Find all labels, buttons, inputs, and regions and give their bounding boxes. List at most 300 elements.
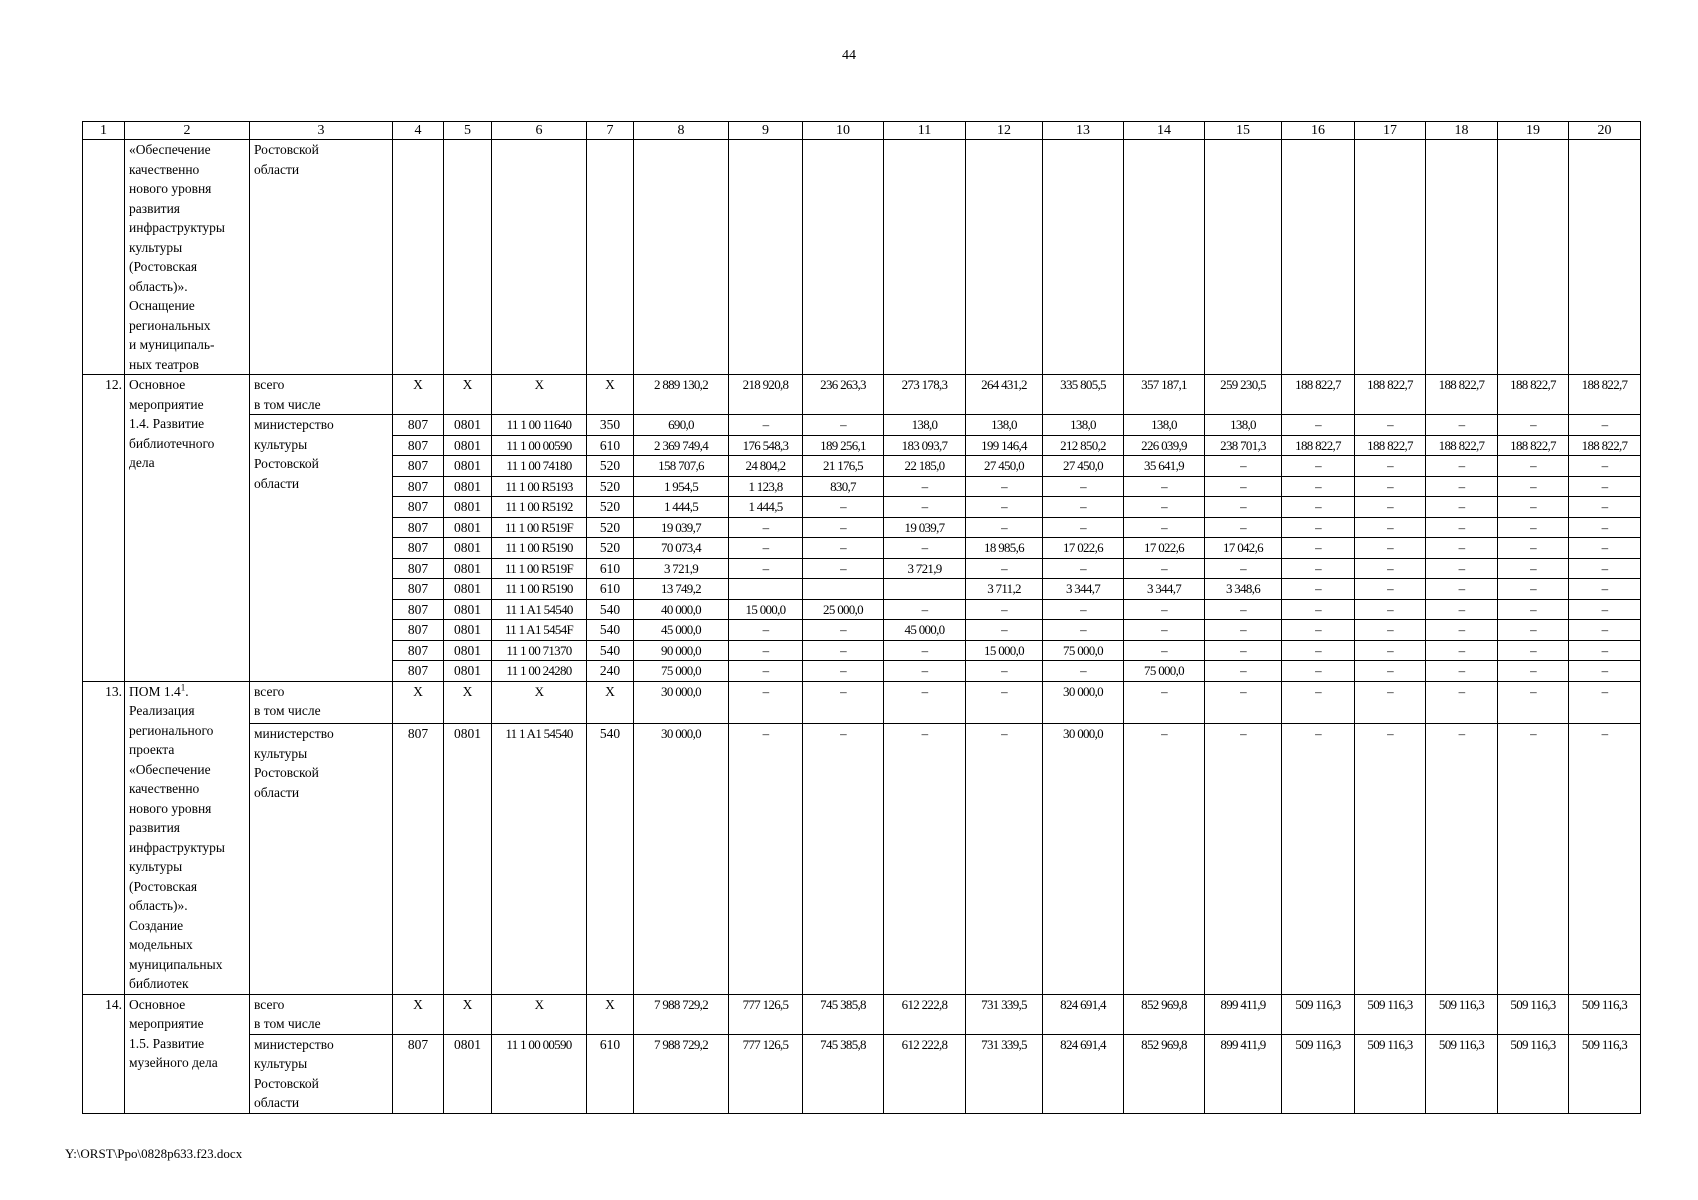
- amount-cell: –: [1205, 517, 1282, 538]
- amount-cell: –: [1124, 681, 1205, 724]
- amount-cell: [1569, 140, 1641, 375]
- code-cell: [444, 140, 492, 375]
- amount-cell: 24 804,2: [729, 456, 803, 477]
- amount-cell: 238 701,3: [1205, 435, 1282, 456]
- amount-cell: –: [803, 620, 884, 641]
- table-row: [83, 140, 1641, 375]
- amount-cell: 264 431,2: [966, 375, 1043, 415]
- amount-cell: –: [1426, 538, 1498, 559]
- code-cell: 0801: [444, 640, 492, 661]
- row-number: [83, 140, 125, 375]
- amount-cell: –: [1498, 558, 1569, 579]
- measure-title: Основное мероприятие 1.4. Развитие библиотечного дела: [129, 377, 215, 470]
- amount-cell: 188 822,7: [1498, 375, 1569, 415]
- amount-cell: –: [729, 681, 803, 724]
- code-cell: 807: [393, 476, 444, 497]
- code-cell: 11 1 00 R5192: [492, 497, 587, 518]
- amount-cell: –: [1124, 640, 1205, 661]
- code-cell: 0801: [444, 415, 492, 436]
- amount-cell: –: [1569, 456, 1641, 477]
- amount-cell: –: [1426, 476, 1498, 497]
- code-cell: 350: [587, 415, 634, 436]
- code-cell: 11 1 00 11640: [492, 415, 587, 436]
- amount-cell: 509 116,3: [1498, 1034, 1569, 1113]
- amount-cell: –: [1355, 517, 1426, 538]
- amount-cell: –: [1355, 456, 1426, 477]
- code-cell: 0801: [444, 517, 492, 538]
- code-cell: 11 1 A1 5454F: [492, 620, 587, 641]
- table-row: [83, 724, 1641, 994]
- column-header: 10: [803, 122, 884, 140]
- amount-cell: [966, 140, 1043, 375]
- amount-cell: 824 691,4: [1043, 1034, 1124, 1113]
- amount-cell: –: [1282, 599, 1355, 620]
- amount-cell: –: [1282, 640, 1355, 661]
- executor: министерство культуры Ростовской области: [250, 1034, 393, 1113]
- amount-cell: –: [966, 517, 1043, 538]
- amount-cell: –: [966, 476, 1043, 497]
- amount-cell: 509 116,3: [1355, 1034, 1426, 1113]
- executor: министерство культуры Ростовской области: [250, 415, 393, 682]
- amount-cell: –: [1043, 661, 1124, 682]
- amount-cell: –: [1355, 620, 1426, 641]
- table-row: [83, 681, 1641, 724]
- amount-cell: –: [1569, 681, 1641, 724]
- amount-cell: –: [1498, 456, 1569, 477]
- amount-cell: –: [1282, 724, 1355, 994]
- amount-cell: 3 348,6: [1205, 579, 1282, 600]
- amount-cell: 3 721,9: [884, 558, 966, 579]
- amount-cell: –: [1355, 599, 1426, 620]
- amount-cell: –: [1124, 497, 1205, 518]
- code-cell: [492, 140, 587, 375]
- column-header: 1: [83, 122, 125, 140]
- code-cell: X: [587, 994, 634, 1034]
- amount-cell: 899 411,9: [1205, 994, 1282, 1034]
- amount-cell: –: [1124, 620, 1205, 641]
- amount-cell: [729, 140, 803, 375]
- amount-cell: –: [1355, 640, 1426, 661]
- amount-cell: –: [1498, 620, 1569, 641]
- amount-cell: –: [1498, 497, 1569, 518]
- executor: всего в том числе: [250, 681, 393, 724]
- code-cell: [587, 140, 634, 375]
- amount-cell: –: [1569, 415, 1641, 436]
- code-cell: 520: [587, 517, 634, 538]
- amount-cell: –: [1355, 579, 1426, 600]
- code-cell: X: [492, 994, 587, 1034]
- amount-cell: 75 000,0: [1124, 661, 1205, 682]
- amount-cell: –: [803, 497, 884, 518]
- amount-cell: 27 450,0: [1043, 456, 1124, 477]
- amount-cell: –: [1205, 476, 1282, 497]
- amount-cell: –: [1282, 661, 1355, 682]
- amount-cell: –: [1355, 415, 1426, 436]
- amount-cell: 188 822,7: [1426, 375, 1498, 415]
- column-header: 6: [492, 122, 587, 140]
- amount-cell: 138,0: [1124, 415, 1205, 436]
- amount-cell: –: [884, 476, 966, 497]
- amount-cell: 138,0: [884, 415, 966, 436]
- amount-cell: –: [1426, 661, 1498, 682]
- amount-cell: –: [884, 681, 966, 724]
- column-header: 12: [966, 122, 1043, 140]
- amount-cell: –: [1426, 599, 1498, 620]
- amount-cell: 17 022,6: [1043, 538, 1124, 559]
- amount-cell: –: [1043, 620, 1124, 641]
- amount-cell: [1498, 140, 1569, 375]
- amount-cell: –: [1043, 476, 1124, 497]
- amount-cell: 30 000,0: [1043, 724, 1124, 994]
- amount-cell: –: [1282, 476, 1355, 497]
- amount-cell: –: [1205, 724, 1282, 994]
- code-cell: X: [393, 681, 444, 724]
- amount-cell: 138,0: [1205, 415, 1282, 436]
- code-cell: 0801: [444, 724, 492, 994]
- amount-cell: 212 850,2: [1043, 435, 1124, 456]
- amount-cell: 612 222,8: [884, 1034, 966, 1113]
- amount-cell: –: [1355, 497, 1426, 518]
- amount-cell: 17 042,6: [1205, 538, 1282, 559]
- amount-cell: –: [1043, 599, 1124, 620]
- code-cell: 11 1 00 R519F: [492, 558, 587, 579]
- amount-cell: 45 000,0: [634, 620, 729, 641]
- measure-title: «Обеспечение качественно нового уровня развития инфраструктуры культуры (Ростовская область)». Оснащение региональных и муниципаль- ных театров: [129, 142, 225, 372]
- amount-cell: –: [1282, 456, 1355, 477]
- code-cell: 807: [393, 640, 444, 661]
- amount-cell: –: [803, 558, 884, 579]
- table-row: [83, 994, 1641, 1034]
- amount-cell: 218 920,8: [729, 375, 803, 415]
- header-row: [83, 122, 1641, 140]
- amount-cell: 1 954,5: [634, 476, 729, 497]
- amount-cell: –: [1124, 558, 1205, 579]
- code-cell: 0801: [444, 599, 492, 620]
- amount-cell: 158 707,6: [634, 456, 729, 477]
- code-cell: 11 1 00 24280: [492, 661, 587, 682]
- amount-cell: –: [1355, 538, 1426, 559]
- amount-cell: 90 000,0: [634, 640, 729, 661]
- code-cell: X: [587, 681, 634, 724]
- code-cell: X: [393, 994, 444, 1034]
- amount-cell: 176 548,3: [729, 435, 803, 456]
- code-cell: 11 1 A1 54540: [492, 724, 587, 994]
- executor: министерство культуры Ростовской области: [250, 724, 393, 994]
- amount-cell: –: [1426, 620, 1498, 641]
- code-cell: 610: [587, 1034, 634, 1113]
- amount-cell: –: [1043, 558, 1124, 579]
- row-number: 13.: [83, 681, 125, 994]
- amount-cell: 509 116,3: [1426, 994, 1498, 1034]
- amount-cell: 824 691,4: [1043, 994, 1124, 1034]
- code-cell: 807: [393, 456, 444, 477]
- amount-cell: –: [1498, 415, 1569, 436]
- amount-cell: –: [1205, 456, 1282, 477]
- amount-cell: [803, 140, 884, 375]
- amount-cell: –: [1569, 538, 1641, 559]
- amount-cell: –: [729, 558, 803, 579]
- table-row: [83, 415, 1641, 436]
- amount-cell: –: [1569, 517, 1641, 538]
- amount-cell: –: [1282, 558, 1355, 579]
- table-row: [83, 1034, 1641, 1113]
- code-cell: 807: [393, 1034, 444, 1113]
- code-cell: 610: [587, 579, 634, 600]
- column-header: 16: [1282, 122, 1355, 140]
- amount-cell: 2 889 130,2: [634, 375, 729, 415]
- amount-cell: –: [1426, 517, 1498, 538]
- amount-cell: 777 126,5: [729, 994, 803, 1034]
- amount-cell: [1124, 140, 1205, 375]
- amount-cell: 15 000,0: [966, 640, 1043, 661]
- amount-cell: –: [1205, 620, 1282, 641]
- amount-cell: –: [1355, 661, 1426, 682]
- table-row: [83, 375, 1641, 415]
- amount-cell: [1355, 140, 1426, 375]
- amount-cell: –: [1124, 517, 1205, 538]
- amount-cell: –: [1124, 599, 1205, 620]
- amount-cell: 335 805,5: [1043, 375, 1124, 415]
- amount-cell: –: [1205, 599, 1282, 620]
- amount-cell: 30 000,0: [634, 724, 729, 994]
- amount-cell: 3 711,2: [966, 579, 1043, 600]
- amount-cell: 690,0: [634, 415, 729, 436]
- code-cell: 11 1 00 R5190: [492, 538, 587, 559]
- amount-cell: 357 187,1: [1124, 375, 1205, 415]
- amount-cell: –: [1498, 640, 1569, 661]
- amount-cell: –: [803, 538, 884, 559]
- code-cell: 11 1 00 R5193: [492, 476, 587, 497]
- code-cell: 11 1 00 R519F: [492, 517, 587, 538]
- code-cell: 520: [587, 497, 634, 518]
- code-cell: X: [444, 994, 492, 1034]
- amount-cell: [1426, 140, 1498, 375]
- amount-cell: 199 146,4: [966, 435, 1043, 456]
- amount-cell: 17 022,6: [1124, 538, 1205, 559]
- code-cell: 807: [393, 538, 444, 559]
- amount-cell: –: [729, 517, 803, 538]
- amount-cell: 19 039,7: [884, 517, 966, 538]
- code-cell: 520: [587, 538, 634, 559]
- code-cell: 240: [587, 661, 634, 682]
- amount-cell: –: [1355, 724, 1426, 994]
- amount-cell: 188 822,7: [1355, 375, 1426, 415]
- amount-cell: 509 116,3: [1569, 1034, 1641, 1113]
- amount-cell: 45 000,0: [884, 620, 966, 641]
- column-header: 11: [884, 122, 966, 140]
- code-cell: 0801: [444, 456, 492, 477]
- column-header: 18: [1426, 122, 1498, 140]
- code-cell: 807: [393, 517, 444, 538]
- amount-cell: –: [1426, 558, 1498, 579]
- amount-cell: –: [1426, 415, 1498, 436]
- amount-cell: –: [1282, 620, 1355, 641]
- measure-name: [125, 681, 250, 994]
- row-number: 12.: [83, 375, 125, 682]
- code-cell: 0801: [444, 558, 492, 579]
- amount-cell: 21 176,5: [803, 456, 884, 477]
- amount-cell: 1 444,5: [729, 497, 803, 518]
- measure-code-superscript: 1: [180, 682, 186, 692]
- amount-cell: 745 385,8: [803, 994, 884, 1034]
- amount-cell: 70 073,4: [634, 538, 729, 559]
- amount-cell: –: [803, 640, 884, 661]
- amount-cell: –: [1569, 558, 1641, 579]
- code-cell: 11 1 00 71370: [492, 640, 587, 661]
- code-cell: 540: [587, 640, 634, 661]
- amount-cell: –: [729, 661, 803, 682]
- amount-cell: 1 123,8: [729, 476, 803, 497]
- code-cell: 540: [587, 599, 634, 620]
- amount-cell: –: [1282, 681, 1355, 724]
- amount-cell: –: [729, 538, 803, 559]
- amount-cell: –: [1498, 681, 1569, 724]
- budget-table: [82, 121, 1641, 1114]
- amount-cell: –: [1498, 517, 1569, 538]
- page-number: 44: [842, 48, 856, 63]
- amount-cell: 188 822,7: [1569, 375, 1641, 415]
- column-header: 20: [1569, 122, 1641, 140]
- amount-cell: –: [966, 724, 1043, 994]
- column-header: 13: [1043, 122, 1124, 140]
- code-cell: 520: [587, 476, 634, 497]
- amount-cell: –: [1426, 640, 1498, 661]
- amount-cell: 75 000,0: [634, 661, 729, 682]
- code-cell: 0801: [444, 538, 492, 559]
- footer-filepath: Y:\ORST\Ppo\0828p633.f23.docx: [65, 1146, 243, 1161]
- amount-cell: –: [884, 497, 966, 518]
- amount-cell: –: [1124, 476, 1205, 497]
- measure-title: Реализация регионального проекта «Обеспечение качественно нового уровня развития инфраструктуры культуры (Ростовская область)». Создание модельных муниципальных библиотек: [129, 703, 225, 991]
- column-header: 17: [1355, 122, 1426, 140]
- amount-cell: –: [1355, 476, 1426, 497]
- amount-cell: 138,0: [966, 415, 1043, 436]
- code-cell: 11 1 00 00590: [492, 1034, 587, 1113]
- amount-cell: 188 822,7: [1355, 435, 1426, 456]
- column-header: 15: [1205, 122, 1282, 140]
- amount-cell: 3 344,7: [1124, 579, 1205, 600]
- amount-cell: –: [803, 661, 884, 682]
- amount-cell: –: [1426, 456, 1498, 477]
- amount-cell: 509 116,3: [1282, 1034, 1355, 1113]
- column-header: 7: [587, 122, 634, 140]
- code-cell: 540: [587, 724, 634, 994]
- amount-cell: 27 450,0: [966, 456, 1043, 477]
- amount-cell: 188 822,7: [1569, 435, 1641, 456]
- code-cell: 0801: [444, 620, 492, 641]
- code-cell: [393, 140, 444, 375]
- amount-cell: 852 969,8: [1124, 994, 1205, 1034]
- amount-cell: [884, 140, 966, 375]
- amount-cell: –: [884, 599, 966, 620]
- amount-cell: –: [966, 599, 1043, 620]
- measure-title: Основное мероприятие 1.5. Развитие музейного дела: [129, 996, 218, 1070]
- column-header: 3: [250, 122, 393, 140]
- amount-cell: 3 344,7: [1043, 579, 1124, 600]
- measure-code: ПОМ 1.4: [129, 683, 181, 699]
- amount-cell: [884, 579, 966, 600]
- code-cell: 11 1 00 74180: [492, 456, 587, 477]
- amount-cell: –: [803, 681, 884, 724]
- amount-cell: –: [729, 640, 803, 661]
- code-cell: 807: [393, 497, 444, 518]
- amount-cell: 509 116,3: [1498, 994, 1569, 1034]
- amount-cell: 509 116,3: [1282, 994, 1355, 1034]
- amount-cell: –: [1355, 681, 1426, 724]
- amount-cell: –: [884, 538, 966, 559]
- amount-cell: –: [729, 415, 803, 436]
- amount-cell: 188 822,7: [1426, 435, 1498, 456]
- code-cell: 540: [587, 620, 634, 641]
- measure-name: [125, 994, 250, 1113]
- amount-cell: 25 000,0: [803, 599, 884, 620]
- amount-cell: 188 822,7: [1282, 375, 1355, 415]
- amount-cell: 188 822,7: [1498, 435, 1569, 456]
- code-cell: 0801: [444, 435, 492, 456]
- code-cell: 11 1 00 00590: [492, 435, 587, 456]
- amount-cell: –: [1282, 538, 1355, 559]
- amount-cell: 830,7: [803, 476, 884, 497]
- code-cell: 520: [587, 456, 634, 477]
- amount-cell: 259 230,5: [1205, 375, 1282, 415]
- amount-cell: –: [1043, 517, 1124, 538]
- executor: Ростовской области: [250, 140, 393, 375]
- amount-cell: –: [1569, 724, 1641, 994]
- code-cell: X: [444, 681, 492, 724]
- code-cell: 610: [587, 558, 634, 579]
- amount-cell: 189 256,1: [803, 435, 884, 456]
- amount-cell: 15 000,0: [729, 599, 803, 620]
- amount-cell: 7 988 729,2: [634, 1034, 729, 1113]
- amount-cell: –: [884, 724, 966, 994]
- column-header: 2: [125, 122, 250, 140]
- row-number: 14.: [83, 994, 125, 1113]
- amount-cell: –: [1205, 640, 1282, 661]
- measure-code-suffix: .: [185, 683, 189, 699]
- executor: всего в том числе: [250, 375, 393, 415]
- amount-cell: 35 641,9: [1124, 456, 1205, 477]
- amount-cell: 899 411,9: [1205, 1034, 1282, 1113]
- code-cell: X: [492, 681, 587, 724]
- amount-cell: 509 116,3: [1569, 994, 1641, 1034]
- amount-cell: 18 985,6: [966, 538, 1043, 559]
- amount-cell: –: [1282, 497, 1355, 518]
- amount-cell: –: [729, 724, 803, 994]
- amount-cell: 509 116,3: [1355, 994, 1426, 1034]
- code-cell: 807: [393, 435, 444, 456]
- amount-cell: –: [1205, 661, 1282, 682]
- code-cell: 0801: [444, 1034, 492, 1113]
- amount-cell: 188 822,7: [1282, 435, 1355, 456]
- amount-cell: 236 263,3: [803, 375, 884, 415]
- column-header: 5: [444, 122, 492, 140]
- amount-cell: –: [1426, 681, 1498, 724]
- amount-cell: –: [1282, 579, 1355, 600]
- amount-cell: –: [1124, 724, 1205, 994]
- code-cell: 610: [587, 435, 634, 456]
- executor: всего в том числе: [250, 994, 393, 1034]
- amount-cell: –: [1569, 579, 1641, 600]
- amount-cell: 19 039,7: [634, 517, 729, 538]
- amount-cell: –: [1205, 558, 1282, 579]
- amount-cell: 30 000,0: [1043, 681, 1124, 724]
- amount-cell: –: [1498, 538, 1569, 559]
- amount-cell: –: [803, 724, 884, 994]
- code-cell: X: [393, 375, 444, 415]
- amount-cell: 183 093,7: [884, 435, 966, 456]
- code-cell: 0801: [444, 497, 492, 518]
- amount-cell: 13 749,2: [634, 579, 729, 600]
